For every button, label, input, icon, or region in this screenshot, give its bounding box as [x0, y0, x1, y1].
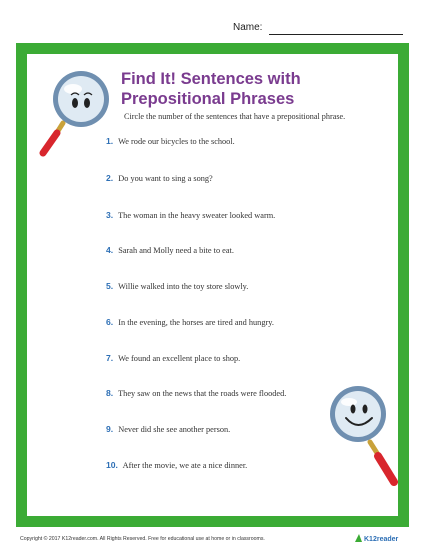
k12reader-logo[interactable] [353, 532, 409, 544]
question-text: Do you want to sing a song? [118, 174, 213, 183]
question-number[interactable]: 4. [106, 245, 114, 255]
question-item[interactable] [106, 136, 396, 146]
question-item[interactable] [106, 210, 396, 220]
question-text: The woman in the heavy sweater looked warm. [118, 211, 276, 220]
question-number[interactable]: 1. [106, 136, 114, 146]
name-underline [269, 34, 403, 35]
question-item[interactable] [106, 353, 396, 363]
copyright-footer: Copyright © 2017 K12reader.com. All Rights Reserved. Free for educational use at home or in classrooms. [20, 536, 265, 542]
question-number[interactable]: 10. [106, 460, 118, 470]
title-line-2: Prepositional Phrases [121, 90, 295, 108]
worksheet-body [27, 54, 398, 516]
question-text: Sarah and Molly need a bite to eat. [118, 246, 234, 255]
question-text: We rode our bicycles to the school. [118, 137, 235, 146]
worksheet-frame [16, 43, 409, 527]
question-item[interactable] [106, 245, 396, 255]
question-text: Willie walked into the toy store slowly. [118, 282, 249, 291]
question-number[interactable]: 3. [106, 210, 114, 220]
question-text: Never did she see another person. [118, 425, 231, 434]
question-item[interactable] [106, 317, 396, 327]
logo-text: K12reader [364, 536, 399, 543]
question-text: We found an excellent place to shop. [118, 354, 241, 363]
question-number[interactable]: 6. [106, 317, 114, 327]
question-item[interactable] [106, 281, 396, 291]
question-item[interactable] [106, 173, 396, 183]
question-number[interactable]: 8. [106, 388, 114, 398]
question-text: In the evening, the horses are tired and hungry. [118, 318, 274, 327]
smiling-magnifying-glass-icon [324, 378, 404, 493]
question-text: They saw on the news that the roads were flooded. [118, 389, 287, 398]
worksheet-title [121, 69, 391, 109]
question-number[interactable]: 7. [106, 353, 114, 363]
question-number[interactable]: 9. [106, 424, 114, 434]
question-number[interactable]: 2. [106, 173, 114, 183]
question-text: After the movie, we ate a nice dinner. [122, 461, 248, 470]
question-number[interactable]: 5. [106, 281, 114, 291]
instruction-text: Circle the number of the sentences that have a prepositional phrase. [124, 112, 346, 121]
name-field[interactable] [233, 22, 403, 36]
name-label: Name: [233, 22, 263, 33]
title-line-1: Find It! Sentences with [121, 70, 301, 88]
